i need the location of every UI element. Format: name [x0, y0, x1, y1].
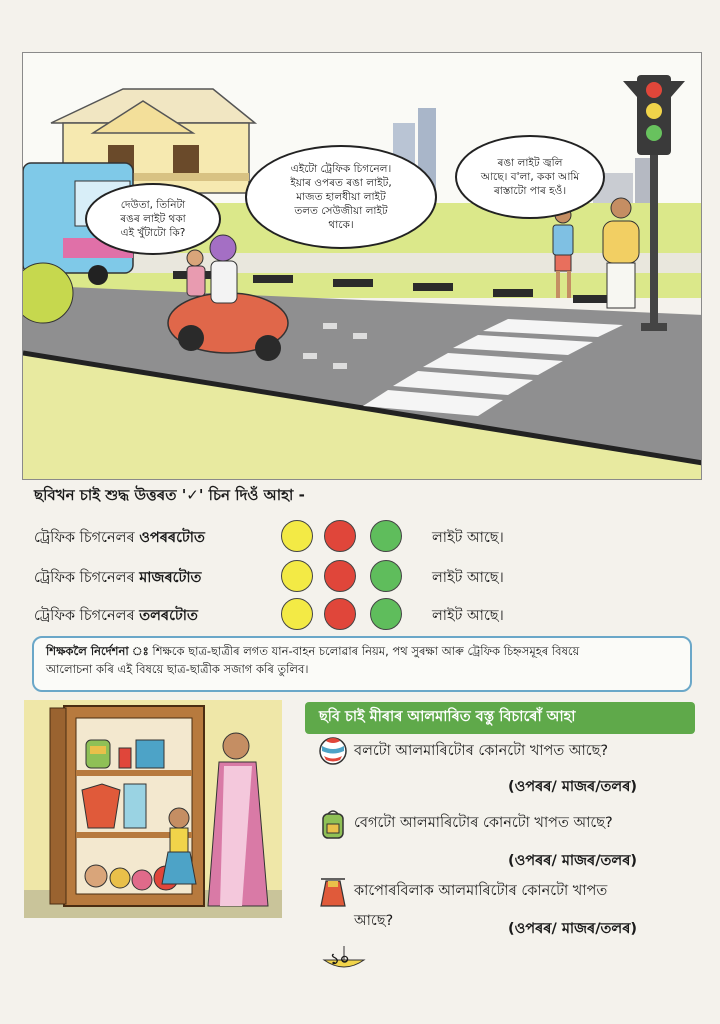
row-lead: [34, 605, 198, 629]
yellow-light-option[interactable]: [281, 520, 313, 552]
row-lead-text: ট্ৰেফিক চিগনেলৰ: [34, 530, 140, 546]
question-ball: [318, 736, 698, 766]
red-light-option[interactable]: [324, 520, 356, 552]
teacher-note-label: শিক্ষকলৈ নিৰ্দেশনা ঃ: [46, 644, 149, 658]
bubble-father-line: মাজত হালধীয়া লাইট: [296, 190, 386, 203]
bubble-boy-line: ৰঙা লাইট জ্বলি: [497, 156, 563, 169]
yellow-light-option[interactable]: [281, 598, 313, 630]
question-bag-text: বেগটো আলমাৰিটোৰ কোনটো খাপত আছে?: [354, 815, 613, 831]
ball-icon: [318, 736, 348, 766]
answer-options-ball[interactable]: (ওপৰৰ/ মাজৰ/তলৰ): [508, 779, 637, 795]
cupboard-illustration: [24, 700, 282, 918]
row-lead-bold: মাজৰটোত: [139, 570, 202, 586]
speech-bubble-father: [245, 145, 437, 249]
yellow-light-option[interactable]: [281, 560, 313, 592]
question-clothes: [318, 876, 698, 906]
bubble-child-line: ৰঙৰ লাইট থকা: [120, 212, 186, 225]
row-lead-bold: তলৰটোত: [139, 608, 198, 624]
row-tail: লাইট আছে।: [432, 570, 504, 586]
row-tail: লাইট আছে।: [432, 530, 504, 546]
row-lead-text: ট্ৰেফিক চিগনেলৰ: [34, 570, 140, 586]
row-tail: লাইট আছে।: [432, 608, 504, 624]
bubble-child-line: দেউতা, তিনিটা: [120, 198, 186, 211]
speech-bubble-boy: [455, 135, 605, 219]
question-bag: [318, 808, 698, 842]
row-lead: [34, 527, 205, 551]
signal-question-row-bottom: [34, 598, 594, 632]
bubble-boy-line: আছে। ব'লা, ককা আমি: [480, 170, 580, 183]
page-number-text: ১০: [330, 950, 350, 968]
row-lead: [34, 567, 201, 591]
speech-bubble-child: [85, 183, 221, 255]
signal-question-row-top: [34, 520, 594, 554]
dress-icon: [318, 876, 348, 908]
question-clothes-line2: [354, 910, 434, 930]
teacher-note-box: [32, 636, 692, 692]
row-lead-bold: ওপৰৰটোত: [139, 530, 205, 546]
bubble-child-line: এই খুঁটাটো কি?: [120, 227, 186, 240]
bubble-father-line: এইটো ট্ৰেফিক চিগনেল।: [290, 162, 392, 175]
bubble-father-line: থাকে।: [328, 219, 354, 232]
bubble-father-line: ইয়াৰ ওপৰত ৰঙা লাইট,: [290, 176, 392, 189]
bubble-father-line: তলত সেউজীয়া লাইট: [294, 205, 388, 218]
teacher-note-text: শিক্ষকে ছাত্ৰ-ছাত্ৰীৰ লগত যান-বাহন চলোৱাৰ নিয়ম, পথ সুৰক্ষা আৰু ট্ৰেফিক চিহ্নসমূহৰ বিষয়ে: [148, 644, 580, 658]
backpack-icon: [318, 808, 348, 840]
red-light-option[interactable]: [324, 598, 356, 630]
traffic-scene-art: [23, 53, 702, 480]
green-light-option[interactable]: [370, 598, 402, 630]
question-ball-text: বলটো আলমাৰিটোৰ কোনটো খাপত আছে?: [354, 743, 609, 759]
cupboard-section-banner: ছবি চাই মীৰাৰ আলমাৰিত বস্তু বিচাৰোঁ আহা: [305, 702, 695, 734]
teacher-note-line2: আলোচনা কৰি এই বিষয়ে ছাত্ৰ-ছাত্ৰীক সজাগ কৰি তুলিব।: [46, 661, 309, 676]
row-lead-text: ট্ৰেফিক চিগনেলৰ: [34, 608, 140, 624]
green-light-option[interactable]: [370, 560, 402, 592]
signal-question-row-middle: [34, 560, 594, 594]
question-clothes-text-2: আছে?: [354, 913, 394, 929]
traffic-illustration: [22, 52, 702, 480]
green-light-option[interactable]: [370, 520, 402, 552]
page-number: [330, 948, 350, 973]
bubble-boy-line: ৰাস্তাটো পাৰ হওঁ।: [493, 185, 567, 198]
teacher-note-line1: [46, 643, 678, 661]
exercise-instruction: ছবিখন চাই শুদ্ধ উত্তৰত '✓' চিন দিওঁ আহা -: [34, 486, 305, 504]
cupboard-art: [24, 700, 282, 918]
question-clothes-text: কাপোৰবিলাক আলমাৰিটোৰ কোনটো খাপত: [354, 883, 608, 899]
red-light-option[interactable]: [324, 560, 356, 592]
answer-options-bag[interactable]: (ওপৰৰ/ মাজৰ/তলৰ): [508, 853, 637, 869]
answer-options-clothes[interactable]: (ওপৰৰ/ মাজৰ/তলৰ): [508, 921, 637, 937]
